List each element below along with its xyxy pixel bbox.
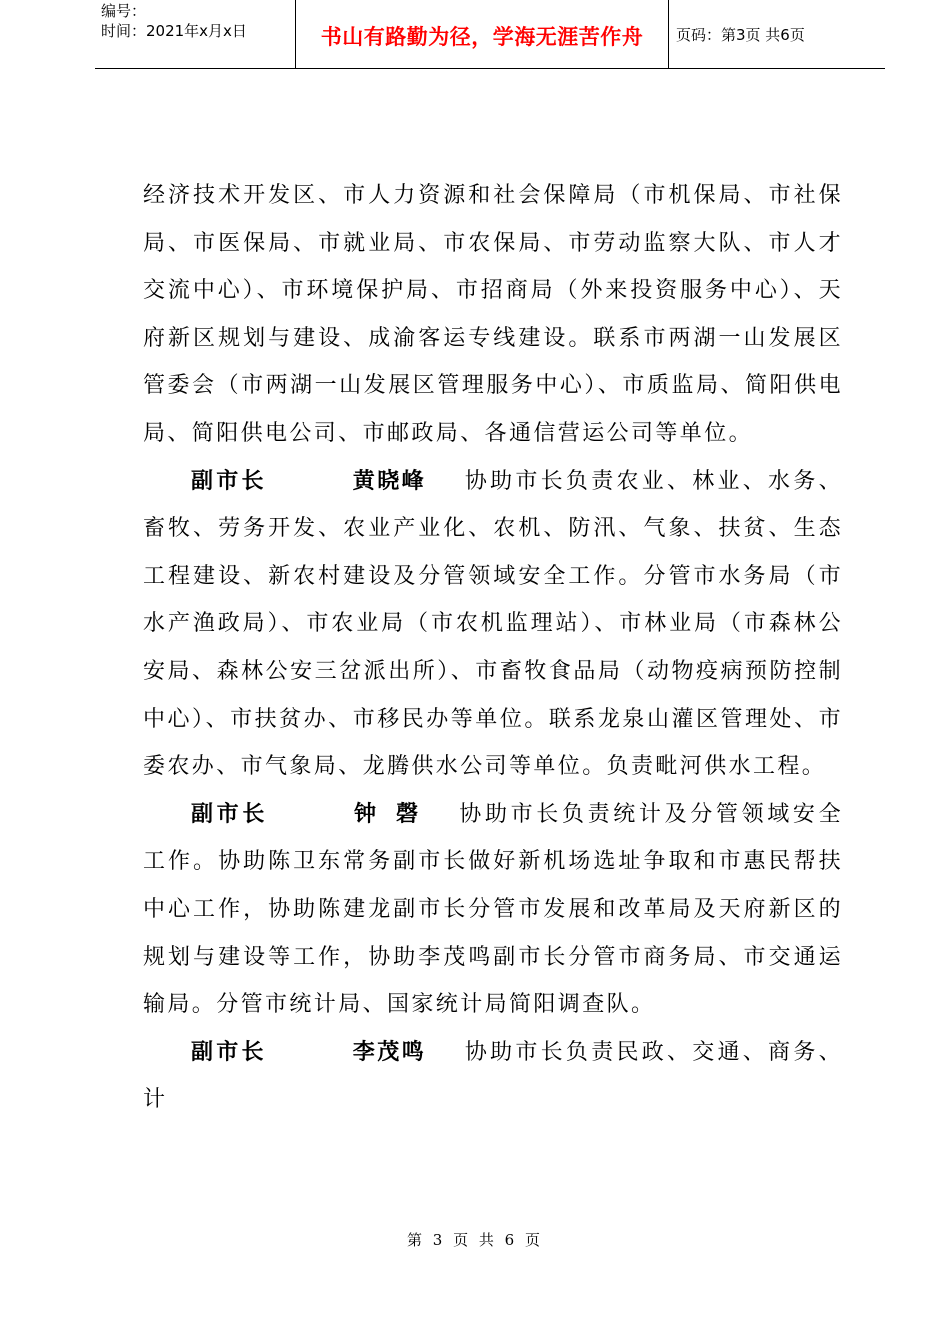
official-role: 副市长 <box>191 1039 267 1065</box>
official-name: 李茂鸣 <box>352 1039 426 1065</box>
header-page-code: 页码：第3页 共6页 <box>676 26 805 44</box>
header-page-cell <box>668 0 885 68</box>
official-name: 钟磬 <box>354 801 439 827</box>
document-time-label: 时间：2021年x月x日 <box>101 22 247 40</box>
document-number-label: 编号： <box>101 2 147 20</box>
official-role: 副市长 <box>191 801 268 827</box>
paragraph-3 <box>143 791 843 1029</box>
paragraph-1: 经济技术开发区、市人力资源和社会保障局（市机保局、市社保局、市医保局、市就业局、市农保局、市劳动监察大队、市人才交流中心）、市环境保护局、市招商局（外来投资服务中心）、天府新区规划与建设、成渝客运专线建设。联系市两湖一山发展区管委会（市两湖一山发展区管理服务中心）、市质监局、简阳供电局、简阳供电公司、市邮政局、各通信营运公司等单位。 <box>143 183 843 446</box>
document-body <box>143 172 843 1124</box>
header-motto: 书山有路勤为径，学海无涯苦作舟 <box>320 25 644 49</box>
header-motto-cell <box>295 0 669 68</box>
official-name: 黄晓峰 <box>352 468 426 494</box>
official-duties: 协助市长负责统计及分管领域安全工作。协助陈卫东常务副市长做好新机场选址争取和市惠民帮扶中心工作，协助陈建龙副市长分管市发展和改革局及天府新区的规划与建设等工作，协助李茂鸣副市长分管市商务局、市交通运输局。分管市统计局、国家统计局简阳调查队。 <box>143 801 843 1018</box>
paragraph-4 <box>143 1029 843 1124</box>
page-footer: 第 3 页 共 6 页 <box>407 1231 543 1249</box>
official-duties: 协助市长负责农业、林业、水务、畜牧、劳务开发、农业产业化、农机、防汛、气象、扶贫、生态工程建设、新农村建设及分管领域安全工作。分管市水务局（市水产渔政局）、市农业局（市农机监理站）、市林业局（市森林公安局、森林公安三岔派出所）、市畜牧食品局（动物疫病预防控制中心）、市扶贫办、市移民办等单位。联系龙泉山灌区管理处、市委农办、市气象局、龙腾供水公司等单位。负责毗河供水工程。 <box>143 468 843 780</box>
paragraph-2 <box>143 458 843 791</box>
official-role: 副市长 <box>191 468 267 494</box>
official-duties: 协助市长负责民政、交通、商务、计 <box>143 1039 843 1113</box>
header-meta <box>95 0 295 68</box>
page-header <box>95 0 885 69</box>
